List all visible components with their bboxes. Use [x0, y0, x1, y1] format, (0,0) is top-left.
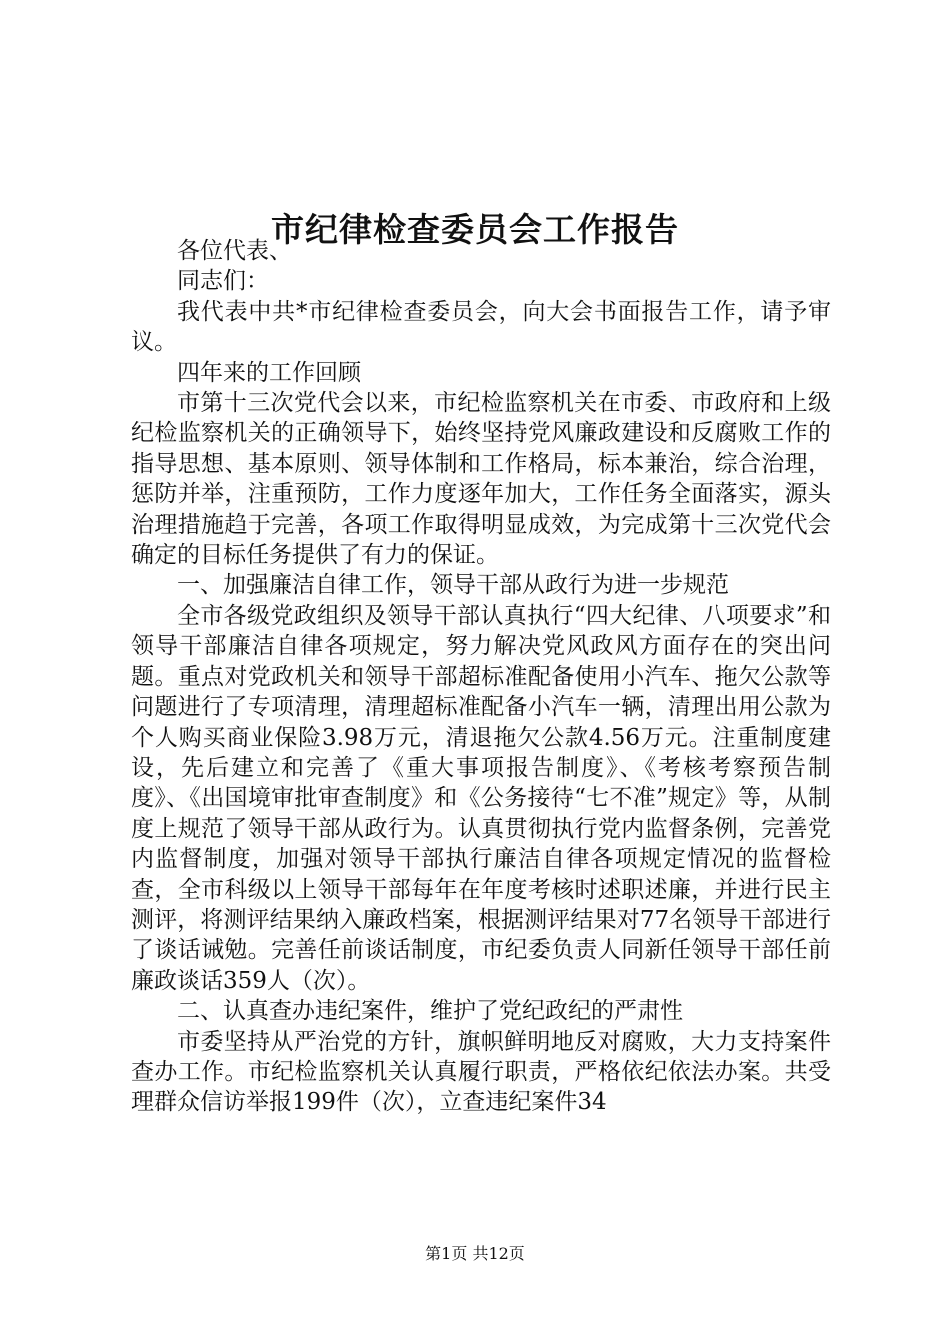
section-heading: 一、加强廉洁自律工作，领导干部从政行为进一步规范 — [177, 572, 729, 599]
body-paragraph: 我代表中共*市纪律检查委员会，向大会书面报告工作，请予审议。 — [131, 298, 831, 356]
body-paragraph: 市委坚持从严治党的方针，旗帜鲜明地反对腐败，大力支持案件查办工作。市纪检监察机关认真履行职责，严格依纪依法办案。共受理群众信访举报199件（次），立查违纪案件34 — [131, 1028, 831, 1116]
section-heading: 四年来的工作回顾 — [177, 359, 361, 386]
salutation-line: 各位代表、 — [177, 238, 292, 264]
salutation-line: 同志们： — [177, 268, 269, 295]
page-footer: 第1页 共12页 — [425, 1244, 525, 1263]
section-heading: 二、认真查办违纪案件，维护了党纪政纪的严肃性 — [177, 998, 683, 1025]
body-paragraph: 全市各级党政组织及领导干部认真执行“四大纪律、八项要求”和领导干部廉洁自律各项规定，努力解决党风政风方面存在的突出问题。重点对党政机关和领导干部超标准配备使用小汽车、拖欠公款等问题进行了专项清理，清理超标准配备小汽车一辆，清理出用公款为个人购买商业保险3.98万元，清退拖欠公款4.56万元。注重制度建设，先后建立和完善了《重大事项报告制度》、《考核考察预告制度》、《出国境审批审查制度》和《公务接待“七不准”规定》等，从制度上规范了领导干部从政行为。认真贯彻执行党内监督条例，完善党内监督制度，加强对领导干部执行廉洁自律各项规定情况的监督检查，全市科级以上领导干部每年在年度考核时述职述廉，并进行民主测评，将测评结果纳入廉政档案，根据测评结果对77名领导干部进行了谈话诫勉。完善任前谈话制度，市纪委负责人同新任领导干部任前廉政谈话359人（次）。 — [131, 602, 831, 994]
body-paragraph: 市第十三次党代会以来，市纪检监察机关在市委、市政府和上级纪检监察机关的正确领导下，始终坚持党风廉政建设和反腐败工作的指导思想、基本原则、领导体制和工作格局，标本兼治，综合治理，惩防并举，注重预防，工作力度逐年加大，工作任务全面落实，源头治理措施趋于完善，各项工作取得明显成效，为完成第十三次党代会确定的目标任务提供了有力的保证。 — [131, 390, 831, 569]
document-title: 市纪律检查委员会工作报告 — [271, 210, 679, 250]
document-body — [131, 236, 831, 1118]
